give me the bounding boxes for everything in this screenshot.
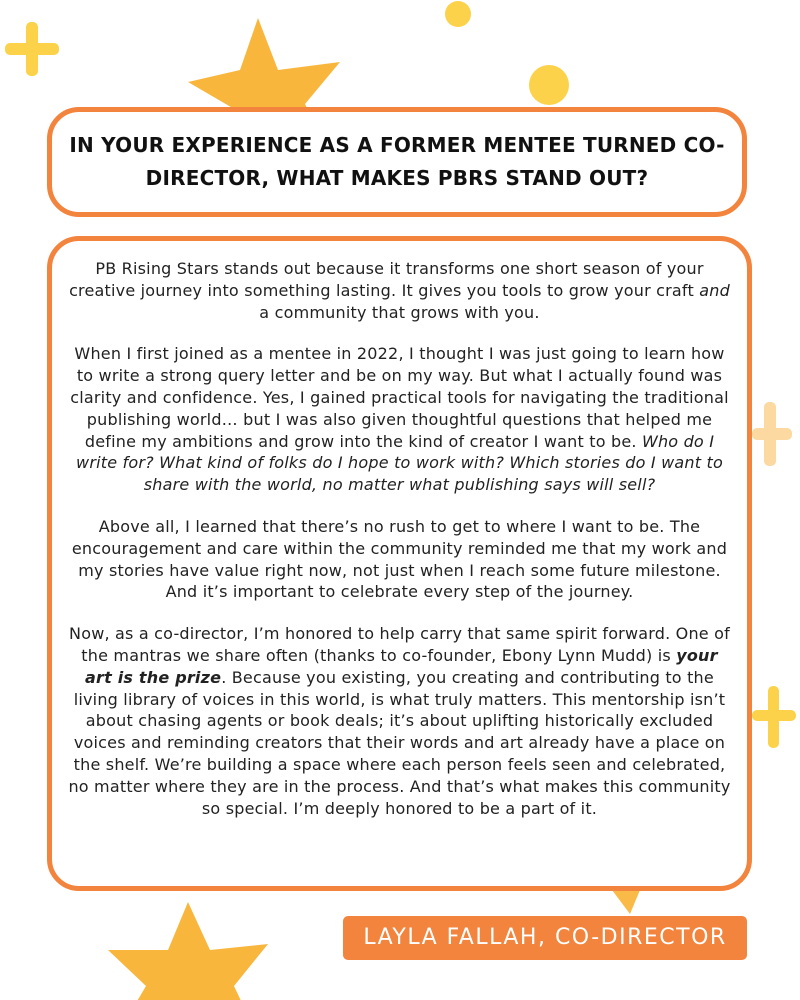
answer-box — [47, 236, 752, 891]
star-icon — [612, 890, 640, 914]
answer-emphasis: your art is the prize — [85, 645, 718, 687]
plus-icon — [752, 402, 792, 466]
answer-paragraph-2 — [66, 343, 733, 496]
author-credit-badge: LAYLA FALLAH, CO-DIRECTOR — [343, 916, 747, 960]
question-heading: IN YOUR EXPERIENCE AS A FORMER MENTEE TURNED CO-DIRECTOR, WHAT MAKES PBRS STAND OUT? — [69, 133, 725, 190]
answer-paragraph-1 — [66, 258, 733, 323]
answer-text: When I first joined as a mentee in 2022, I thought I was just going to learn how to write a strong query letter and be on my way. But what I actually found was clarity and confidence. Yes, I gained practical tools for navigating the traditional publishing world… but I was also given thoughtful questions that helped me define my ambitions and grow into the kind of creator I want to be. — [70, 344, 729, 451]
answer-paragraph-3: Above all, I learned that there’s no rush to get to where I want to be. The encouragement and care within the community reminded me that my work and my stories have value right now, not just when I reach some future milestone. And it’s important to celebrate every step of the journey. — [71, 516, 728, 602]
dot-icon — [529, 65, 569, 105]
answer-text: PB Rising Stars stands out because it transforms one short season of your creative journey into something lasting. It gives you tools to grow your craft — [69, 259, 704, 300]
answer-text: Now, as a co-director, I’m honored to help carry that same spirit forward. One of the mantras we share often (thanks to co-founder, Ebony Lynn Mudd) is — [69, 624, 730, 665]
plus-icon — [752, 686, 796, 748]
answer-emphasis: and — [699, 280, 730, 300]
answer-text: . Because you existing, you creating and contributing to the living library of voices in this world, is what truly matters. This mentorship isn’t about chasing agents or book deals; it’s about uplifting historically excluded voices and reminding creators that their words and art already have a place on the shelf. We’re building a space where each person feels seen and celebrated, no matter where they are in the process. And that’s what makes this community so special. I’m deeply honored to be a part of it. — [68, 667, 731, 818]
question-box — [47, 107, 747, 217]
answer-paragraph-4 — [66, 623, 733, 819]
dot-icon — [445, 1, 471, 27]
answer-text: a community that grows with you. — [259, 302, 540, 322]
plus-icon — [5, 22, 59, 76]
star-icon — [108, 902, 268, 1000]
answer-emphasis: Who do I write for? What kind of folks do I hope to work with? Which stories do I want to share with the world, no matter what publishing says will sell? — [76, 431, 723, 495]
